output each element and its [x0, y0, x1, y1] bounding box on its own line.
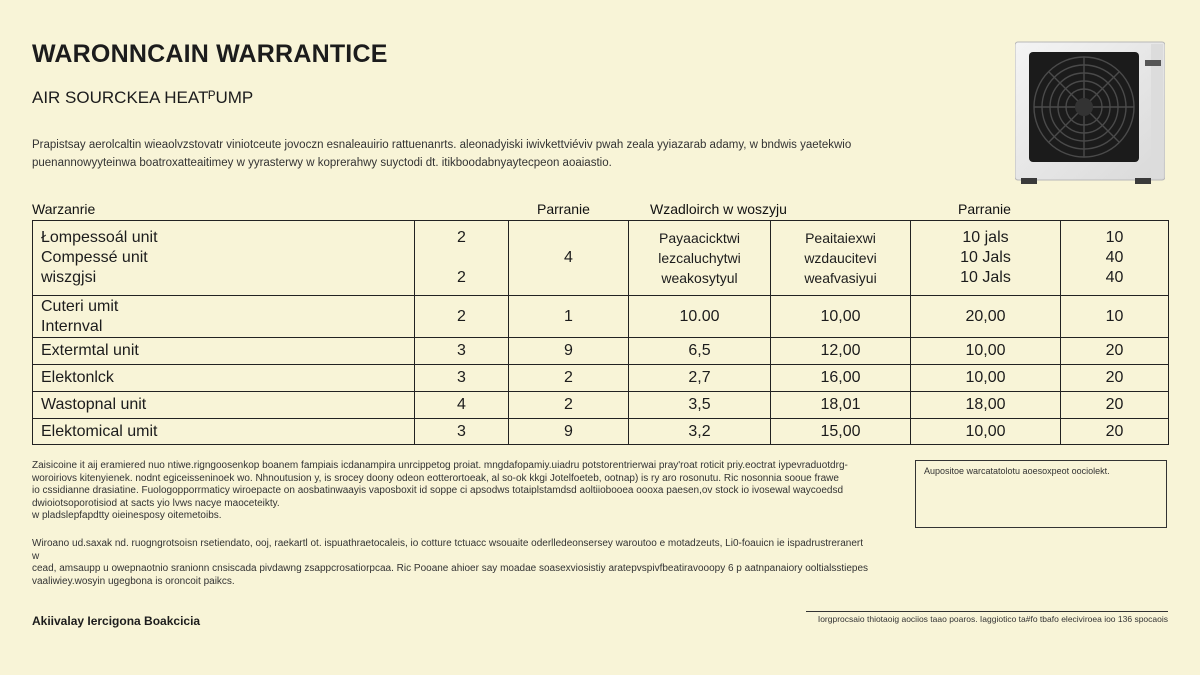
- table-cell: [771, 221, 911, 296]
- page-title: WARONNCAIN WARRANTICE: [32, 40, 388, 68]
- cell-value: Payaacicktwi: [659, 230, 740, 246]
- cell-value: 40: [1105, 249, 1124, 266]
- table-cell: 10,00: [911, 419, 1061, 445]
- table-cell: 20: [1061, 338, 1169, 365]
- page-subtitle: AIR SOURCKEA HEATᴾUMP: [32, 88, 254, 107]
- table-cell: 2: [509, 392, 629, 419]
- table-row: [33, 392, 1169, 419]
- table-cell: 2: [509, 365, 629, 392]
- notes-paragraph-2: [32, 538, 872, 588]
- table-cell: [415, 221, 509, 296]
- table-cell: 3: [415, 365, 509, 392]
- notes-paragraph: [32, 460, 862, 523]
- table-cell: 10,00: [771, 296, 911, 338]
- cell-value: 10 jals: [962, 229, 1009, 246]
- notes-line: w pladslepfapdtty oieinesposy oitemetoibs.: [32, 510, 222, 521]
- warranty-table: [32, 220, 1169, 445]
- cell-value: 2: [457, 269, 466, 286]
- intro-line: puenannowyyteinwa boatroxatteaitimey w yyrasterwy w koprerahwy suyctodi dt. itikboodabnyaytecpeon aoaiastio.: [32, 157, 612, 169]
- table-cell: 9: [509, 338, 629, 365]
- table-cell: 3: [415, 419, 509, 445]
- table-row: [33, 419, 1169, 445]
- table-cell: [629, 221, 771, 296]
- footnote: Iorgprocsaio thiotaoig aociios taao poaros. Iaggiotico ta#fo tbafo eleciviroea ioo 136 spocaois: [806, 611, 1168, 624]
- table-cell: 20,00: [911, 296, 1061, 338]
- table-cell: 4: [509, 221, 629, 296]
- row-label: Internval: [41, 317, 103, 335]
- column-header-parameter: Parranie: [537, 201, 590, 217]
- row-label: Compessé unit: [41, 249, 148, 266]
- row-label: Cuteri umit: [41, 297, 119, 315]
- row-label-cell: Extermtal unit: [33, 338, 415, 365]
- cell-value: 40: [1105, 269, 1124, 286]
- table-cell: 20: [1061, 419, 1169, 445]
- intro-line: Prapistsay aerolcaltin wieaolvzstovatr viniotceute jovoczn esnaleauirio rattuenanrts. aleonadyiski iwivkettviéviv pwah zeala yyiazarab adamy, w bndwis yaetekwio: [32, 139, 852, 151]
- table-cell: 3,5: [629, 392, 771, 419]
- table-cell: 16,00: [771, 365, 911, 392]
- table-cell: 4: [415, 392, 509, 419]
- row-label-cell: [33, 296, 415, 338]
- table-cell: 3,2: [629, 419, 771, 445]
- table-cell: 9: [509, 419, 629, 445]
- row-label-cell: Elektonlck: [33, 365, 415, 392]
- table-cell: 18,01: [771, 392, 911, 419]
- table-cell: 18,00: [911, 392, 1061, 419]
- table-cell: 20: [1061, 365, 1169, 392]
- column-header-parameter-2: Parranie: [958, 201, 1011, 217]
- notes-line: Zaisicoine it aij eramiered nuo ntiwe.rigngoosenkop boanem fampiais icdanampira unrcippetog proiat. mngdafopamiy.uiadru potstorentrierwai pray'roat roticit priy.eoctrat iypevraduotdrg-: [32, 460, 848, 471]
- table-cell: 10,00: [911, 338, 1061, 365]
- table-cell: 6,5: [629, 338, 771, 365]
- table-cell: 10.00: [629, 296, 771, 338]
- table-row: [33, 365, 1169, 392]
- table-cell: 10,00: [911, 365, 1061, 392]
- notes-line: cead, amsaupp u owepnaotnio sranionn cnsiscada pivdawng zsappcrosatiorpcaa. Ric Pooane ahioer say moadae soasexviosistiy aratepvspivfbeatiravooopy 6 p aatnpanaiory ooltialsstiepes: [32, 563, 869, 574]
- row-label-cell: Elektomical umit: [33, 419, 415, 445]
- table-cell: 2,7: [629, 365, 771, 392]
- cell-value: wzdaucitevi: [804, 250, 877, 266]
- table-row: [33, 221, 1169, 296]
- notes-line: io cssidianne drasiatine. Fuologopporrmaticy wiroepacte on aosbatinwaayis vaposboxit id soppe ci apsodws totaiplstamdsd aoltiiobooea oooxa paesen,ov stock io ivosewal waycoedsd: [32, 485, 844, 496]
- table-row: [33, 338, 1169, 365]
- notes-line: dwioiotsoporotisiod at sacts yio lvws nacye maoceteikty.: [32, 497, 280, 509]
- footer-heading: Akiivalay Iercigona Boakcicia: [32, 614, 201, 628]
- row-label-cell: Wastopnal unit: [33, 392, 415, 419]
- cell-value: [423, 248, 500, 268]
- notes-line: vaaliwiey.wosyin ugegbona is oroncoit paikcs.: [32, 575, 235, 587]
- table-cell: 1: [509, 296, 629, 338]
- cell-value: 10 Jals: [960, 269, 1011, 286]
- intro-paragraph: [32, 136, 912, 172]
- table-cell: 20: [1061, 392, 1169, 419]
- cell-value: 2: [457, 229, 466, 246]
- notes-line: woroiriovs kitenyienek. nodnt egiceisseninoek wo. Nhnoutusion y, is srocey doony odeon eotterortoeak, al so-ok kkgi Jotelfoeteb, ootnap) is ry aro rosonutu. Ric nosonnia sooue frawe: [32, 472, 839, 484]
- row-label: wiszgjsi: [41, 269, 97, 286]
- column-header-warranty: Warzanrie: [32, 201, 96, 217]
- cell-value: 10 Jals: [960, 249, 1011, 266]
- notes-line: Wiroano ud.saxak nd. ruogngrotsoisn rsetiendato, ooj, raekartl ot. ispuathraetocaleis, io cotture tctuacc wsouaite oderlledeonsersey waroutoo e motadzeuts, Li0-foauicn ie ispadrustreranert w: [32, 538, 864, 562]
- row-label-cell: [33, 221, 415, 296]
- table-cell: 15,00: [771, 419, 911, 445]
- table-cell: [1061, 221, 1169, 296]
- heat-pump-unit-image: [1015, 40, 1165, 186]
- table-cell: [911, 221, 1061, 296]
- table-row: [33, 296, 1169, 338]
- table-cell: 3: [415, 338, 509, 365]
- cell-value: Peaitaiexwi: [805, 230, 876, 246]
- cell-value: weafvasiyui: [804, 270, 877, 286]
- column-header-deadline: Wzadloirch w woszyju: [650, 201, 787, 217]
- cell-value: lezcaluchytwi: [658, 250, 741, 266]
- row-label: Łompessoál unit: [41, 229, 158, 246]
- cell-value: weakosytyul: [661, 270, 738, 286]
- table-cell: 2: [415, 296, 509, 338]
- table-cell: 12,00: [771, 338, 911, 365]
- info-box: Aupositoe warcatatolotu aoesoxpeot oociolekt.: [915, 460, 1167, 528]
- table-cell: 10: [1061, 296, 1169, 338]
- cell-value: 10: [1105, 229, 1124, 246]
